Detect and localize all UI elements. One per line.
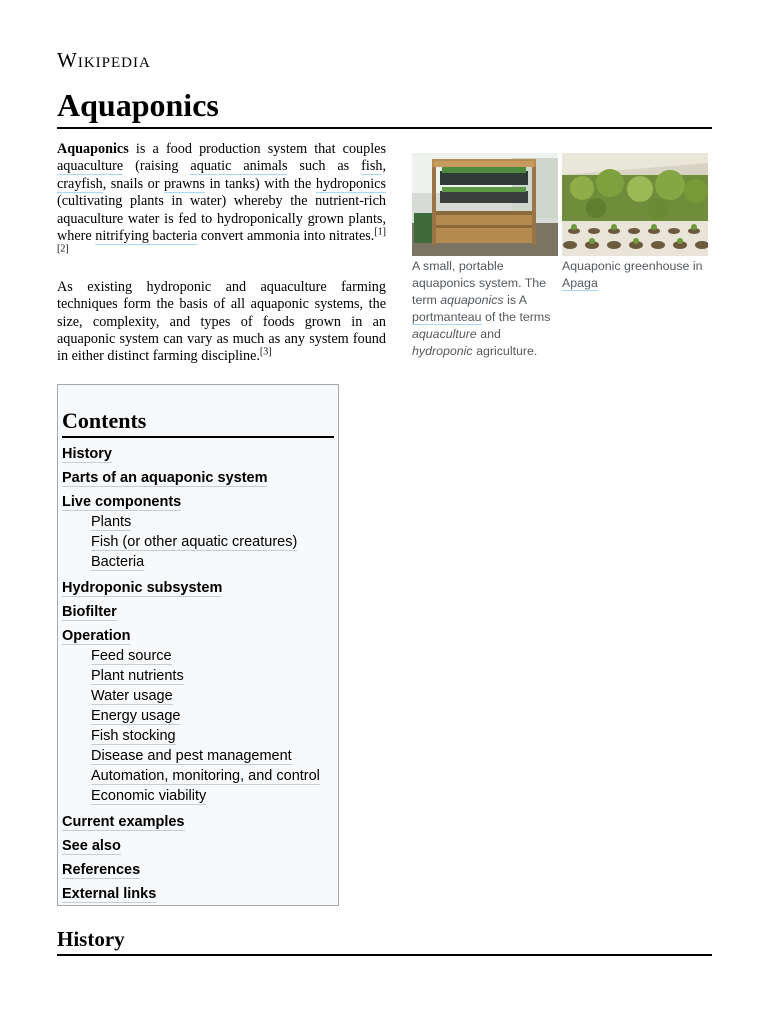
toc-label: Feed source — [91, 648, 172, 664]
figure-greenhouse — [562, 153, 708, 292]
text: , snails or — [102, 175, 164, 192]
section-heading-history: History — [57, 926, 712, 956]
lead-section — [57, 141, 386, 382]
toc-label: Automation, monitoring, and control — [91, 768, 320, 784]
link-aquatic-animals[interactable]: aquatic animals — [190, 158, 288, 175]
link-prawns[interactable]: prawns — [163, 175, 205, 192]
toc-item-plants[interactable] — [62, 512, 334, 532]
toc-label: External links — [62, 886, 157, 902]
link-fish[interactable]: fish — [361, 158, 383, 175]
toc-sublist — [62, 512, 334, 572]
caption-text: of the terms — [481, 310, 551, 324]
link-nitrifying-bacteria[interactable]: nitrifying bacteria — [95, 228, 198, 245]
text: As existing hydroponic and aquaculture farming techniques form the basis of all aquaponic systems, the size, complexity, and types of foods grown in an aquaponic system can vary as much as any system found in either distinct farming discipline. — [57, 278, 386, 365]
toc-item-biofilter[interactable] — [62, 602, 334, 626]
toc-label: Plants — [91, 514, 132, 530]
photo-portable-aquaponics-image — [412, 153, 558, 256]
photo-greenhouse-image — [562, 153, 708, 256]
toc-title: Contents — [62, 407, 334, 438]
toc-item-external-links[interactable] — [62, 884, 334, 908]
toc-item-parts[interactable] — [62, 468, 334, 492]
table-of-contents — [57, 384, 339, 906]
caption-text: A small, portable aquaponics system. The term — [412, 259, 547, 307]
link-portmanteau[interactable]: portmanteau — [412, 310, 482, 324]
figure-caption-1 — [412, 258, 558, 360]
caption-italic: aquaculture — [412, 327, 477, 341]
caption-text: and — [476, 327, 501, 341]
link-apaga[interactable]: Apaga — [562, 276, 598, 290]
toc-item-energy-usage[interactable] — [62, 706, 334, 726]
text: is a food production system that couples — [128, 141, 386, 157]
text: such as — [287, 158, 362, 175]
figure-caption-2 — [562, 258, 708, 292]
link-crayfish[interactable]: crayfish — [57, 175, 103, 192]
lead-paragraph-2 — [57, 279, 386, 366]
bold-term: Aquaponics — [57, 141, 129, 157]
toc-label: Operation — [62, 628, 131, 644]
toc-item-automation[interactable] — [62, 766, 334, 786]
caption-italic: hydroponic — [412, 344, 473, 358]
toc-label: See also — [62, 838, 121, 854]
toc-item-references[interactable] — [62, 860, 334, 884]
lead-paragraph-1 — [57, 141, 386, 263]
toc-label: Fish (or other aquatic creatures) — [91, 534, 298, 550]
toc-item-fish-stocking[interactable] — [62, 726, 334, 746]
toc-label: Energy usage — [91, 708, 181, 724]
toc-label: History — [62, 446, 112, 462]
caption-italic: aquaponics — [440, 293, 504, 307]
figure-portable-system — [412, 153, 558, 360]
photo-portable-aquaponics[interactable] — [412, 153, 558, 256]
toc-item-fish[interactable] — [62, 532, 334, 552]
toc-item-economic-viability[interactable] — [62, 786, 334, 806]
toc-sublist — [62, 646, 334, 806]
toc-label: Economic viability — [91, 788, 207, 804]
link-aquaculture[interactable]: aquaculture — [57, 158, 124, 175]
toc-item-see-also[interactable] — [62, 836, 334, 860]
toc-item-feed-source[interactable] — [62, 646, 334, 666]
toc-label: Biofilter — [62, 604, 117, 620]
toc-item-hydroponic-subsystem[interactable] — [62, 578, 334, 602]
photo-greenhouse[interactable] — [562, 153, 708, 256]
text: (raising — [123, 158, 191, 175]
toc-item-water-usage[interactable] — [62, 686, 334, 706]
toc-item-disease-pest[interactable] — [62, 746, 334, 766]
toc-item-live-components[interactable] — [62, 492, 334, 572]
wikipedia-wordmark: Wikipedia — [57, 48, 151, 72]
text: (cultivating plants in water) whereby the nutrient-rich aquaculture water is fed to hydroponically grown plants, where — [57, 193, 386, 245]
text: , — [382, 158, 386, 175]
toc-label: Parts of an aquaponic system — [62, 470, 268, 486]
toc-label: References — [62, 862, 141, 878]
toc-list — [62, 444, 334, 908]
toc-label: Disease and pest management — [91, 748, 292, 764]
caption-text: agriculture. — [472, 344, 538, 358]
ref-3[interactable]: [3] — [259, 346, 272, 358]
toc-item-operation[interactable] — [62, 626, 334, 806]
toc-label: Bacteria — [91, 554, 145, 570]
ref-1[interactable]: [1] — [374, 226, 386, 238]
page-title: Aquaponics — [57, 85, 712, 129]
toc-item-current-examples[interactable] — [62, 812, 334, 836]
caption-text: is A — [503, 293, 527, 307]
text: in tanks) with the — [204, 175, 316, 192]
toc-label: Live components — [62, 494, 182, 510]
ref-2[interactable]: [2] — [57, 243, 69, 255]
toc-item-bacteria[interactable] — [62, 552, 334, 572]
caption-text: Aquaponic greenhouse in — [562, 259, 703, 273]
link-hydroponics[interactable]: hydroponics — [315, 175, 386, 192]
toc-item-plant-nutrients[interactable] — [62, 666, 334, 686]
toc-label: Hydroponic subsystem — [62, 580, 223, 596]
toc-item-history[interactable] — [62, 444, 334, 468]
toc-label: Fish stocking — [91, 728, 176, 744]
toc-label: Plant nutrients — [91, 668, 184, 684]
toc-label: Current examples — [62, 814, 185, 830]
text: convert ammonia into nitrates. — [197, 228, 375, 245]
toc-label: Water usage — [91, 688, 173, 704]
